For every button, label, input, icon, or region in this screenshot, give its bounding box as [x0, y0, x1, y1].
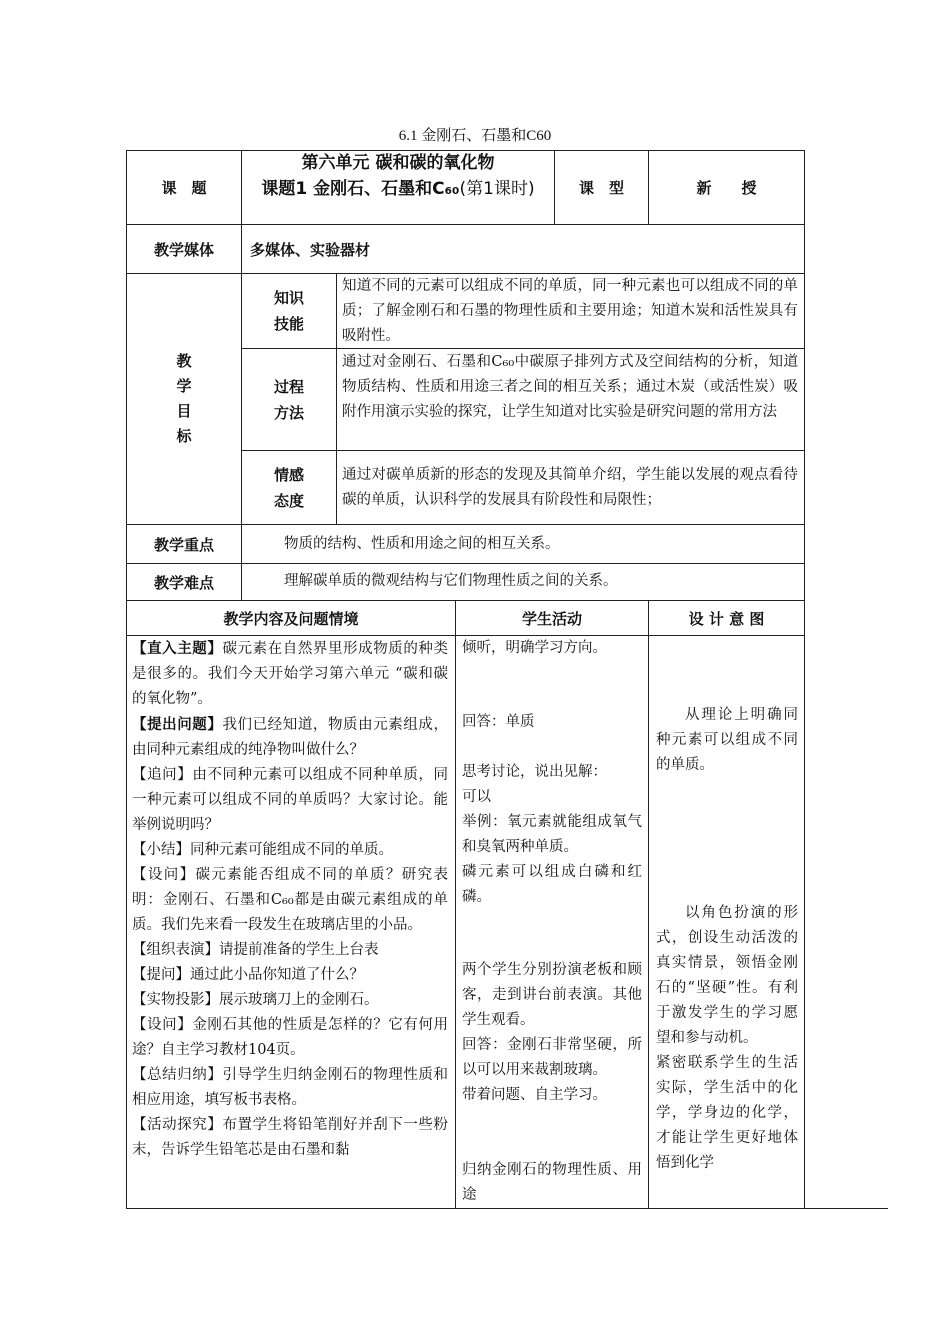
design-note: 以角色扮演的形式，创设生动活泼的真实情景，领悟金刚石的“坚硬”性。有利于激发学生的学习愿望和参与动机。 紧密联系学生的生活实际，学生活中的化学，学身边的化学，才能让学生更好地体悟到化学 — [656, 905, 798, 1171]
content-item: 【设问】碳元素能否组成不同的单质？研究表明：金刚石、石墨和C₆₀都是由碳元素组成的单质。我们先来看一段发生在玻璃店里的小品。 — [132, 867, 448, 933]
content-item: 【小结】同种元素可能组成不同的单质。 — [132, 842, 393, 858]
media-label: 教学媒体 — [153, 240, 214, 259]
content-item: 【提出问题】我们已经知道，物质由元素组成，由同种元素组成的纯净物叫做什么？ — [132, 716, 448, 758]
lesson-type-label: 课 型 — [578, 179, 624, 197]
content-item: 【总结归纳】引导学生归纳金刚石的物理性质和相应用途，填写板书表格。 — [132, 1067, 448, 1108]
activity-item: 归纳金刚石的物理性质、用途 — [462, 1162, 642, 1203]
activity-item: 思考讨论，说出见解： 可以 举例：氧元素就能组成氧气和臭氧两种单质。 磷元素可以组成白磷和红磷。 — [462, 764, 642, 905]
content-item: 【提问】通过此小品你知道了什么？ — [132, 967, 364, 983]
activity-item: 倾听，明确学习方向。 — [462, 640, 607, 656]
activity-column — [462, 636, 642, 1208]
content-item: 【组织表演】请提前准备的学生上台表 — [132, 942, 379, 958]
design-note: 从理论上明确同种元素可以组成不同的单质。 — [656, 707, 798, 773]
goal-process-label: 过程 方法 — [273, 377, 304, 422]
goal-process-text: 通过对金刚石、石墨和C₆₀中碳原子排列方式及空间结构的分析，知道物质结构、性质和用途三者之间的相互关系；通过木炭（或活性炭）吸附作用演示实验的探究，让学生知道对比实验是研究问题的常用方法 — [342, 354, 798, 420]
goal-knowledge-label: 知识 技能 — [273, 289, 304, 333]
difficulty-value: 理解碳单质的微观结构与它们物理性质之间的关系。 — [284, 573, 618, 589]
goal-knowledge-text: 知道不同的元素可以组成不同的单质，同一种元素也可以组成不同的单质；了解金刚石和石墨的物理性质和主要用途；知道木炭和活性炭具有吸附性。 — [342, 278, 798, 344]
content-item: 【实物投影】展示玻璃刀上的金刚石。 — [132, 992, 379, 1008]
lesson-title-text: 课题1 金刚石、石墨和C₆₀ — [261, 179, 460, 199]
lesson-title — [243, 150, 553, 224]
column-activity-header: 学生活动 — [521, 609, 582, 628]
column-content-header: 教学内容及问题情境 — [223, 609, 359, 628]
activity-item: 两个学生分别扮演老板和顾客，走到讲台前表演。其他学生观看。 回答：金刚石非常坚硬，所以可以用来裁割玻璃。 带着问题、自主学习。 — [462, 962, 642, 1103]
activity-item: 回答：单质 — [462, 714, 535, 730]
lesson-period: (第1课时) — [459, 179, 535, 199]
design-column — [656, 636, 798, 1208]
goal-attitude-label: 情感 态度 — [273, 465, 304, 510]
unit-title: 第六单元 碳和碳的氧化物 — [301, 153, 495, 173]
content-item: 【设问】金刚石其他的性质是怎样的？它有何用途？自主学习教材104页。 — [132, 1017, 448, 1058]
lesson-type-value: 新 授 — [696, 179, 757, 197]
media-value: 多媒体、实验器材 — [250, 240, 371, 259]
column-design-header: 设 计 意 图 — [688, 609, 765, 628]
difficulty-label: 教学难点 — [153, 573, 214, 592]
goals-label: 教 学 目 标 — [176, 352, 192, 445]
key-point-label: 教学重点 — [153, 535, 214, 554]
goal-attitude-text: 通过对碳单质新的形态的发现及其简单介绍，学生能以发展的观点看待碳的单质，认识科学的发展具有阶段性和局限性； — [342, 467, 798, 508]
content-item: 【活动探究】布置学生将铅笔削好并刮下一些粉末，告诉学生铅笔芯是由石墨和黏 — [132, 1117, 448, 1158]
key-point-value: 物质的结构、性质和用途之间的相互关系。 — [284, 536, 560, 552]
content-item: 【追问】由不同种元素可以组成不同种单质，同一种元素可以组成不同的单质吗？大家讨论。能举例说明吗？ — [132, 767, 448, 833]
content-item: 【直入主题】碳元素在自然界里形成物质的种类是很多的。我们今天开始学习第六单元 “碳和碳的氧化物”。 — [132, 640, 448, 707]
topic-label: 课 题 — [161, 179, 207, 197]
document-title: 6.1 金刚石、石墨和C60 — [398, 128, 552, 144]
content-column — [132, 636, 448, 1208]
